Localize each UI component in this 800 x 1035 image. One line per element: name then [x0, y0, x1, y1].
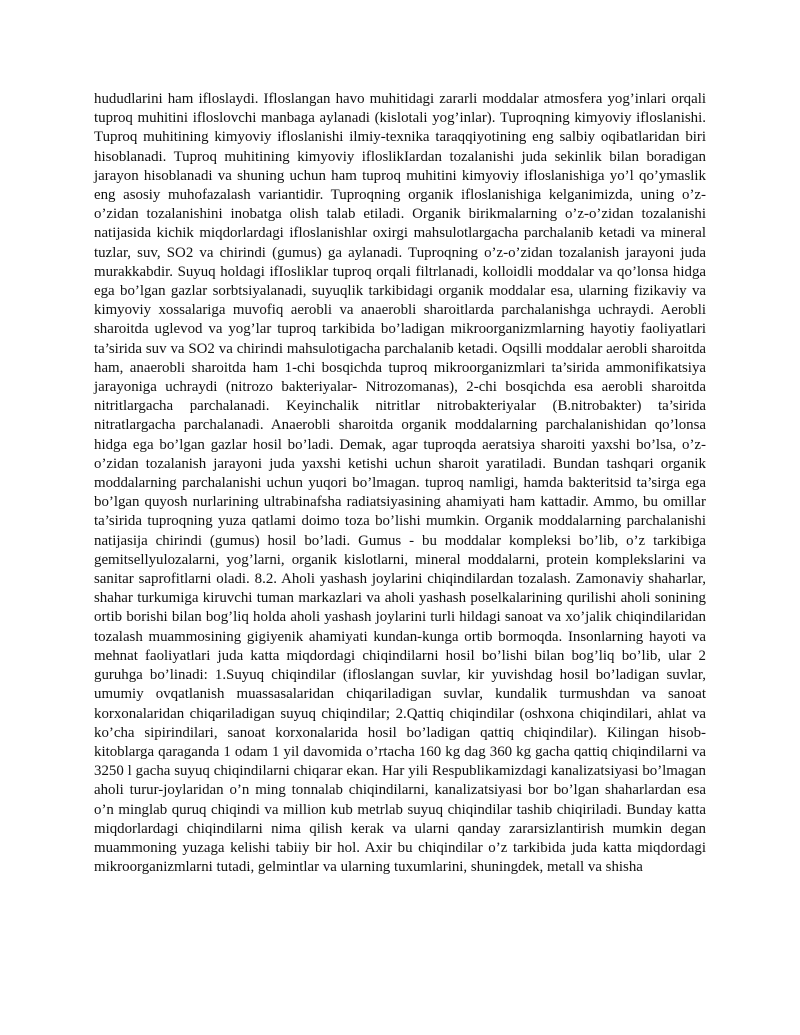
body-paragraph: hududlarini ham ifloslaydi. Ifloslangan havo muhitidagi zararli moddalar atmosfera yog’inlari orqali tuproq muhitini ifloslovchi manbaga aylanadi (kislotali yog’inlar). Tuproqning kimyoviy ifloslanishi. Tuproq muhitining kimyoviy ifloslanishi ilmiy-texnika taraqqiyotining eng salbiy oqibatlaridan biri hisoblanadi. Tuproq muhitining kimyoviy ifloslikIardan tozalanishi juda sekinlik bilan boradigan jarayon hisoblanadi va shuning uchun ham tuproq muhitini kimyoviy ifloslanishiga yo’l qo’ymaslik eng asosiy muhofazalash variantidir. Tuproqning organik ifloslanishiga kelganimizda, uning o’z-o’zidan tozalanishini inobatga olish talab etiladi. Organik birikmalarning o’z-o’zidan tozalanishi natijasida kichik miqdorlardagi ifloslanishlar oxirgi mahsulotlargacha parchalanib ketadi va mineral tuzlar, suv, SO2 va chirindi (gumus) ga aylanadi. Tuproqning o’z-o’zidan tozalanish jarayoni juda murakkabdir. Suyuq holdagi ifIosliklar tuproq orqali filtrlanadi, kolloidli moddalar va qo’lonsa hidga ega bo’lgan gazlar sorbtsiyalanadi, suyuqlik tarkibidagi organik moddalar esa, ularning fizikaviy va kimyoviy xossalariga muvofiq aerobli va anaerobli sharoitlarda parchalanishga uchraydi. Aerobli sharoitda uglevod va yog’lar tuproq tarkibida bo’ladigan mikroorganizmlarning hayotiy faoliyatlari ta’sirida suv va SO2 va chirindi mahsulotigacha parchalanib ketadi. Oqsilli moddalar aerobli sharoitda ham, anaerobli sharoitda ham 1-chi bosqichda tuproq mikroorganizmlari ta’sirida ammonifikatsiya jarayoniga uchraydi (nitrozo bakteriyalar- Nitrozomanas), 2-chi bosqichda esa aerobli sharoitda nitritlargacha parchalanadi. Keyinchalik nitritlar nitrobakteriyalar (B.nitrobakter) ta’sirida nitratlargacha parchalanadi. Anaerobli sharoitda organik moddalarning parchalanishidan qo’lonsa hidga ega bo’lgan gazlar hosil bo’ladi. Demak, agar tuproqda aeratsiya sharoiti yaxshi bo’lsa, o’z-o’zidan tozalanish jarayoni juda yaxshi ketishi uchun sharoit yaratiladi. Bundan tashqari organik moddalarning parchalanishi uchun yuqori bo’lmagan. tuproq namligi, hamda bakteritsid ta’sirga ega bo’lgan quyosh nurlarining ultrabinafsha radiatsiyasining ahamiyati ham kattadir. Ammo, bu omillar ta’sirida tuproqning yuza qatlami doimo toza bo’lishi mumkin. Organik moddalarning parchalanishi natijasija chirindi (gumus) hosil bo’ladi. Gumus - bu moddalar kompleksi bo’lib, o’z tarkibiga gemitsellyulozalarni, yog’larni, organik kislotlarni, mineral moddalarni, protein komplekslarini va sanitar saprofitlarni oladi. 8.2. Aholi yashash joylarini chiqindilardan tozalash. Zamonaviy shaharlar, shahar turkumiga kiruvchi tuman markazlari va aholi yashash poselkalarining qurilishi aholi sonining ortib borishi bilan bog’liq holda aholi yashash joylarini turli hildagi sanoat va xo’jalik chiqindilaridan tozalash muammosining gigiyenik ahamiyati kundan-kunga ortib bormoqda. Insonlarning hayoti va mehnat faoliyatlari juda katta miqdordagi chiqindilarni hosil bo’lishi bilan bog’liq bo’lib, ular 2 guruhga bo’linadi: 1.Suyuq chiqindilar (ifloslangan suvlar, kir yuvishdag hosil bo’ladigan suvlar, umumiy ovqatlanish muassasalaridan chiqariladigan suvlar, kundalik turmushdan va sanoat korxonalaridan chiqariladigan suyuq chiqindilar; 2.Qattiq chiqindilar (oshxona chiqindilari, ahlat va ko’cha sipirindilari, sanoat korxonalarida hosil bo’ladigan qattiq chiqindilar). Kilingan hisob-kitoblarga qaraganda 1 odam 1 yil davomida o’rtacha 160 kg dag 360 kg gacha qattiq chiqindilarni va 3250 l gacha suyuq chiqindilarni chiqarar ekan. Har yili Respublikamizdagi kanalizatsiyasi bo’lmagan aholi turur-joylaridan o’n ming tonnalab chiqindilarni, kanalizatsiyasi bor bo’lgan shaharlardan esa o’n minglab quruq chiqindi va million kub metrlab suyuq chiqindilar tashib chiqiriladi. Bunday katta miqdorlardagi chiqindilarni nima qilish kerak va ularni qanday zararsizlantirish mumkin degan muammoning yuzaga kelishi tabiiy bir hol. Axir bu chiqindilar o’z tarkibida juda katta miqdordagi mikroorganizmlarni tutadi, gelmintlar va ularning tuxumlarini, shuningdek, metall va shisha	[94, 91, 706, 876]
document-page	[94, 90, 706, 877]
